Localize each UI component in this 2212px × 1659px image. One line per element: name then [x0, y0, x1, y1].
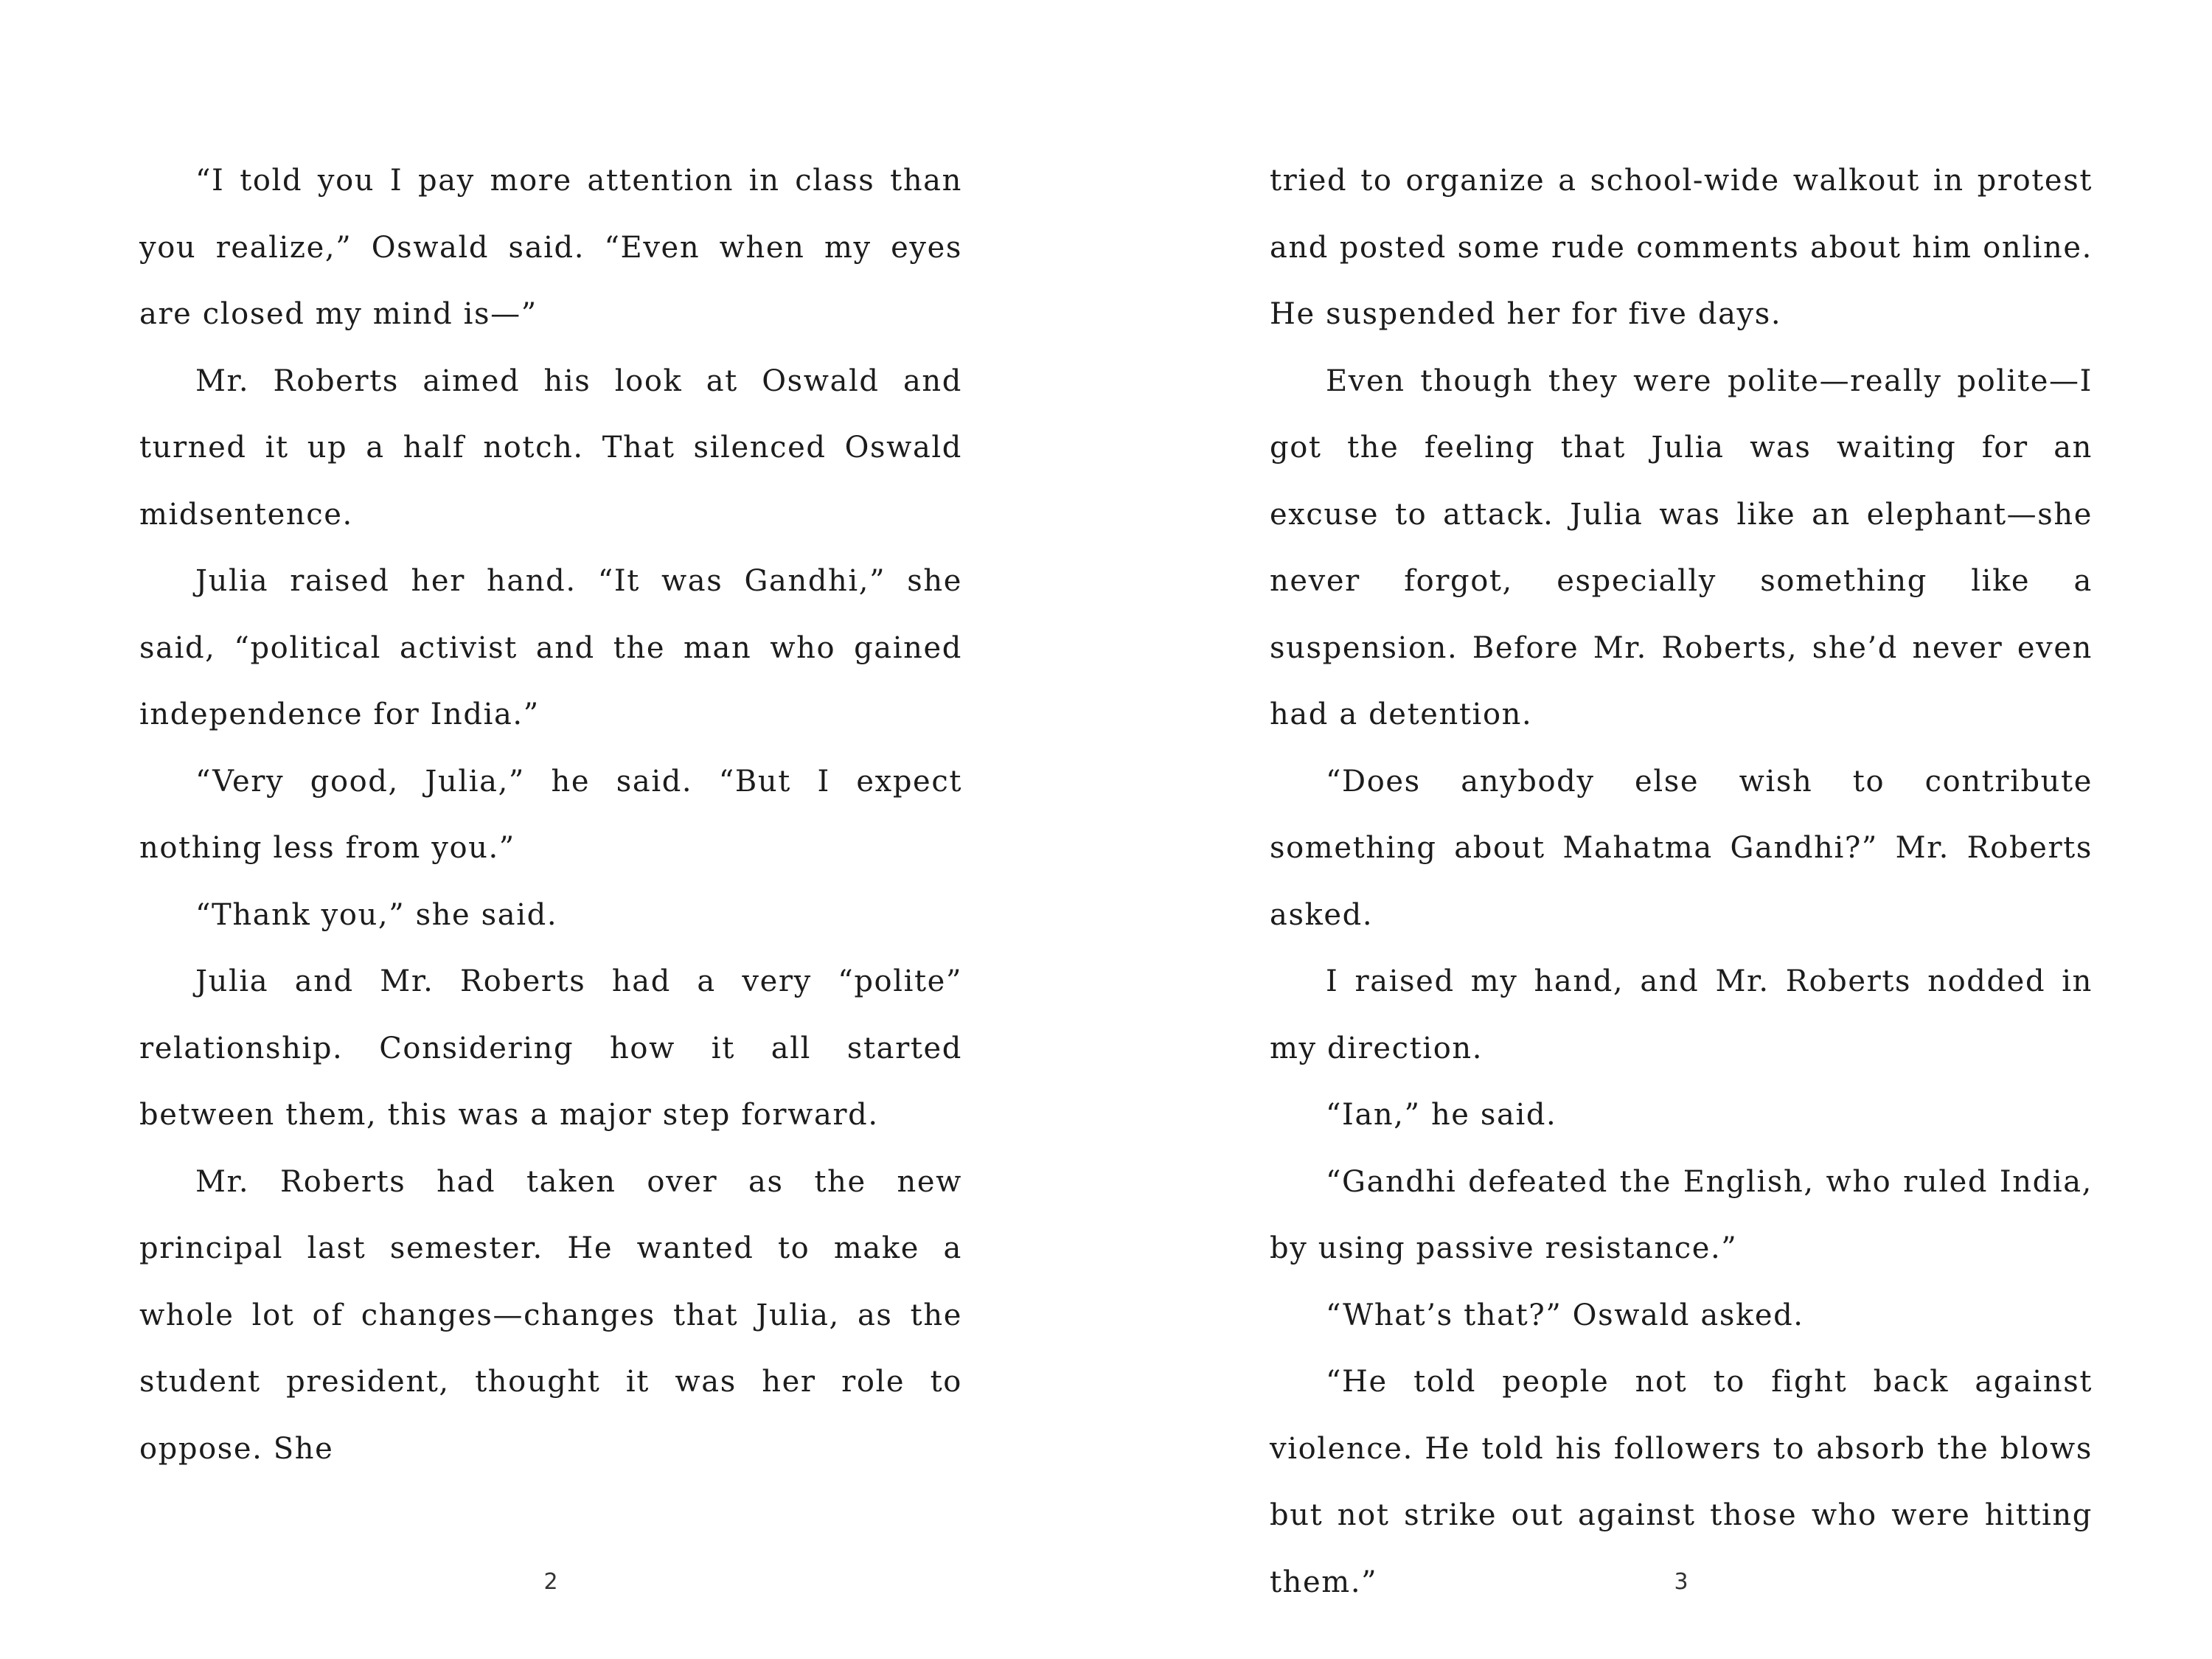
paragraph: Mr. Roberts aimed his look at Oswald and turned it up a half notch. That silenced Oswald midsentence. [139, 364, 962, 532]
paragraph: “I told you I pay more attention in class than you realize,” Oswald said. “Even when my eyes are closed my mind is—” [139, 164, 962, 331]
paragraph: “Does anybody else wish to contribute something about Mahatma Gandhi?” Mr. Roberts asked. [1270, 764, 2093, 932]
paragraph: Even though they were polite—really polite—I got the feeling that Julia was waiting for an excuse to attack. Julia was like an elephant—she never forgot, especially something like a suspension. Before Mr. Roberts, she’d never even had a detention. [1270, 364, 2093, 731]
paragraph: “Very good, Julia,” he said. “But I expect nothing less from you.” [139, 764, 962, 865]
page-number: 3 [1674, 1569, 1688, 1595]
paragraph: “Gandhi defeated the English, who ruled India, by using passive resistance.” [1270, 1164, 2093, 1265]
paragraph: I raised my hand, and Mr. Roberts nodded in my direction. [1270, 964, 2093, 1065]
paragraph: Julia and Mr. Roberts had a very “polite” relationship. Considering how it all started between them, this was a major step forward. [139, 964, 962, 1132]
paragraph: “What’s that?” Oswald asked. [1326, 1298, 1804, 1332]
page-number: 2 [543, 1569, 558, 1595]
left-page-body [139, 147, 962, 1482]
paragraph: “Thank you,” she said. [195, 897, 558, 932]
continued-paragraph: tried to organize a school-wide walkout in protest and posted some rude comments about him online. He suspended her for five days. [1270, 164, 2093, 331]
paragraph: “Ian,” he said. [1326, 1098, 1557, 1132]
paragraph: “He told people not to fight back against violence. He told his followers to absorb the blows but not strike out against those who were hitting them.” [1270, 1365, 2093, 1599]
right-page-body [1270, 147, 2093, 1615]
right-page [1106, 0, 2212, 1659]
paragraph: Julia raised her hand. “It was Gandhi,” she said, “political activist and the man who gained independence for India.” [139, 564, 962, 731]
paragraph: Mr. Roberts had taken over as the new principal last semester. He wanted to make a whole lot of changes—changes that Julia, as the student president, thought it was her role to oppose. She [139, 1164, 962, 1466]
